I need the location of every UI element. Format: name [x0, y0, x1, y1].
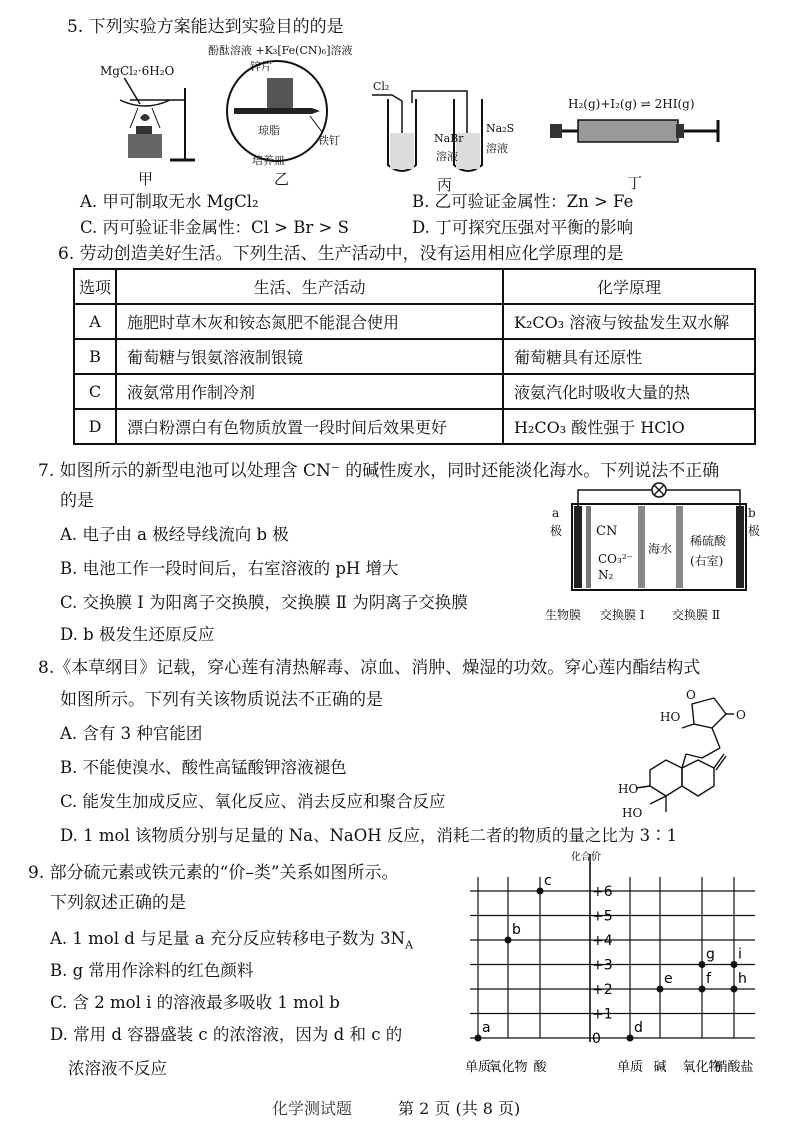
table-cell: 漂白粉漂白有色物质放置一段时间后效果更好 — [116, 409, 503, 444]
x-category-label: 氧化物 — [682, 1060, 722, 1075]
q9-option-a — [50, 928, 413, 956]
data-point-label: c — [544, 873, 552, 889]
q7-label-acid: 稀硫酸 — [690, 534, 727, 548]
table-header-row — [74, 269, 755, 304]
data-point — [627, 1035, 634, 1042]
q7-stem-line1: 7. 如图所示的新型电池可以处理含 CN⁻ 的碱性废水，同时还能淡化海水。下列说法不正确 — [38, 461, 720, 481]
data-point — [731, 986, 738, 993]
q7-label-acid-room: (右室) — [690, 554, 724, 568]
fig-ding-reaction: H₂(g)+I₂(g) ⇌ 2HI(g) — [568, 97, 695, 111]
q7-label-cn: CN — [596, 524, 618, 539]
q9-option-b: B. g 常用作涂料的红色颜料 — [50, 961, 254, 980]
q7-option-a: A. 电子由 a 极经导线流向 b 极 — [60, 525, 289, 544]
q9-option-a-text: A. 1 mol d 与足量 a 充分反应转移电子数为 3N — [50, 929, 406, 948]
fig-bing-tube1b: 溶液 — [436, 150, 458, 163]
table-row — [74, 304, 755, 339]
x-category-label: 酸 — [533, 1060, 547, 1075]
x-category-label: 硝酸盐 — [714, 1060, 754, 1075]
data-point-label: e — [664, 971, 673, 987]
fig-jia-apparatus — [100, 78, 200, 168]
y-tick-label: +5 — [592, 908, 613, 925]
fig-jia-caption: 甲 — [138, 170, 154, 188]
q8-structure — [610, 684, 750, 824]
q6-table — [73, 268, 756, 445]
q7-stem-line2: 的是 — [60, 491, 94, 511]
fig-bing-tube2: Na₂S — [486, 122, 515, 135]
q5-option-d: D. 丁可探究压强对平衡的影响 — [412, 218, 634, 237]
y-tick-label: +6 — [592, 884, 613, 900]
data-point — [731, 961, 738, 968]
table-cell: 液氨汽化时吸收大量的热 — [503, 374, 755, 409]
fig-ding-syringe — [548, 112, 728, 152]
q5-stem: 5. 下列实验方案能达到实验目的的是 — [67, 17, 344, 37]
table-header-cell: 化学原理 — [503, 269, 755, 304]
data-point-label: i — [738, 946, 742, 963]
data-point — [537, 888, 544, 895]
q9-option-d: D. 常用 d 容器盛装 c 的浓溶液，因为 d 和 c 的 — [50, 1025, 403, 1044]
q7-label-b: b — [748, 506, 756, 520]
table-cell: 施肥时草木灰和铵态氮肥不能混合使用 — [116, 304, 503, 339]
q7-label-bio: 生物膜 — [545, 608, 582, 622]
q7-label-a: a — [552, 506, 560, 520]
fig-yi-agar: 琼脂 — [258, 124, 280, 137]
q8-stem-line1: 8.《本草纲目》记载，穿心莲有清热解毒、凉血、消肿、燥湿的功效。穿心莲内酯结构式 — [38, 658, 701, 678]
q7-option-b: B. 电池工作一段时间后，右室溶液的 pH 增大 — [60, 559, 399, 578]
footer-page: 第 2 页 (共 8 页) — [398, 1099, 521, 1118]
q8-label-ho3: HO — [622, 806, 643, 820]
q7-option-d: D. b 极发生还原反应 — [60, 625, 215, 644]
q9-option-a-sub: A — [405, 938, 414, 952]
footer-subject: 化学测试题 — [272, 1099, 353, 1118]
data-point — [475, 1035, 482, 1042]
data-point-label: g — [706, 946, 715, 963]
q8-option-b: B. 不能使溴水、酸性高锰酸钾溶液褪色 — [60, 758, 347, 777]
y-tick-label: +4 — [592, 933, 613, 949]
data-point — [657, 986, 664, 993]
x-category-label: 碱 — [653, 1060, 667, 1075]
data-point — [699, 961, 706, 968]
data-point-label: a — [482, 1020, 491, 1036]
fig-yi-dish-label: 培养皿 — [252, 154, 285, 167]
fig-yi-top: 酚酞溶液 +K₃[Fe(CN)₆]溶液 — [208, 44, 353, 57]
q8-label-o2: O — [736, 708, 746, 722]
table-cell: A — [74, 304, 116, 339]
table-row — [74, 409, 755, 444]
q5-option-b: B. 乙可验证金属性：Zn > Fe — [412, 192, 634, 211]
table-cell: 液氨常用作制冷剂 — [116, 374, 503, 409]
q9-option-d-cont: 浓溶液不反应 — [68, 1059, 167, 1078]
table-cell: C — [74, 374, 116, 409]
y-tick-label: +1 — [592, 1006, 613, 1023]
q5-option-a: A. 甲可制取无水 MgCl₂ — [80, 192, 259, 211]
q7-label-m1: 交换膜 Ⅰ — [600, 608, 645, 622]
data-point-label: f — [706, 971, 711, 987]
q5-option-c: C. 丙可验证非金属性：Cl > Br > S — [80, 218, 349, 237]
x-category-label: 氧化物 — [488, 1060, 528, 1075]
table-cell: K₂CO₃ 溶液与铵盐发生双水解 — [503, 304, 755, 339]
q8-option-c: C. 能发生加成反应、氧化反应、消去反应和聚合反应 — [60, 792, 446, 811]
y-axis-label: 化合价 — [571, 852, 601, 863]
table-cell: 葡萄糖具有还原性 — [503, 339, 755, 374]
q8-option-a: A. 含有 3 种官能团 — [60, 724, 203, 743]
fig-bing-gas: Cl₂ — [373, 80, 390, 93]
y-tick-label: 0 — [592, 1031, 601, 1047]
x-category-label: 单质 — [464, 1060, 492, 1075]
q9-option-c: C. 含 2 mol i 的溶液最多吸收 1 mol b — [50, 993, 340, 1012]
q7-label-sea: 海水 — [648, 542, 673, 556]
fig-yi-caption: 乙 — [274, 170, 290, 188]
q9-stem-line1: 9. 部分硫元素或铁元素的“价–类”关系如图所示。 — [28, 863, 399, 883]
q8-option-d: D. 1 mol 该物质分别与足量的 Na、NaOH 反应，消耗二者的物质的量之比为 3∶1 — [60, 826, 678, 845]
q6-stem: 6. 劳动创造美好生活。下列生活、生产活动中，没有运用相应化学原理的是 — [58, 244, 624, 264]
q9-valence-chart — [440, 846, 790, 1086]
q7-label-co3: CO₃²⁻ — [598, 552, 633, 566]
data-point — [699, 986, 706, 993]
y-tick-label: +2 — [592, 982, 613, 998]
table-cell: B — [74, 339, 116, 374]
q7-label-n2: N₂ — [598, 568, 614, 582]
data-point — [505, 937, 512, 944]
q7-label-a-pole: 极 — [550, 524, 563, 538]
fig-yi-nail: 铁钉 — [318, 134, 340, 147]
q8-label-ho1: HO — [660, 710, 681, 724]
x-category-label: 单质 — [616, 1060, 644, 1075]
q7-option-c: C. 交换膜 Ⅰ 为阳离子交换膜，交换膜 Ⅱ 为阴离子交换膜 — [60, 593, 468, 612]
fig-bing-tube2b: 溶液 — [486, 142, 508, 155]
table-header-cell: 选项 — [74, 269, 116, 304]
y-tick-label: +3 — [592, 957, 613, 974]
table-cell: D — [74, 409, 116, 444]
fig-bing-tube1: NaBr — [434, 132, 464, 145]
data-point-label: b — [512, 922, 521, 938]
table-row — [74, 339, 755, 374]
fig-yi-dish — [222, 56, 342, 166]
q7-label-m2: 交换膜 Ⅱ — [672, 608, 720, 622]
q8-stem-line2: 如图所示。下列有关该物质说法不正确的是 — [60, 690, 383, 710]
fig-bing-caption: 丙 — [437, 176, 453, 194]
table-header-cell: 生活、生产活动 — [116, 269, 503, 304]
data-point-label: h — [738, 971, 747, 987]
data-point-label: d — [634, 1020, 643, 1036]
fig-ding-caption: 丁 — [627, 174, 643, 192]
fig-yi-zinc: 锌片 — [250, 60, 272, 73]
fig-jia-reagent: MgCl₂·6H₂O — [100, 64, 175, 78]
table-cell: 葡萄糖与银氨溶液制银镜 — [116, 339, 503, 374]
q8-label-ho2: HO — [618, 782, 639, 796]
table-cell: H₂CO₃ 酸性强于 HClO — [503, 409, 755, 444]
q8-label-o1: O — [686, 688, 696, 702]
q9-stem-line2: 下列叙述正确的是 — [50, 893, 186, 913]
table-row — [74, 374, 755, 409]
q7-label-b-pole: 极 — [748, 524, 761, 538]
